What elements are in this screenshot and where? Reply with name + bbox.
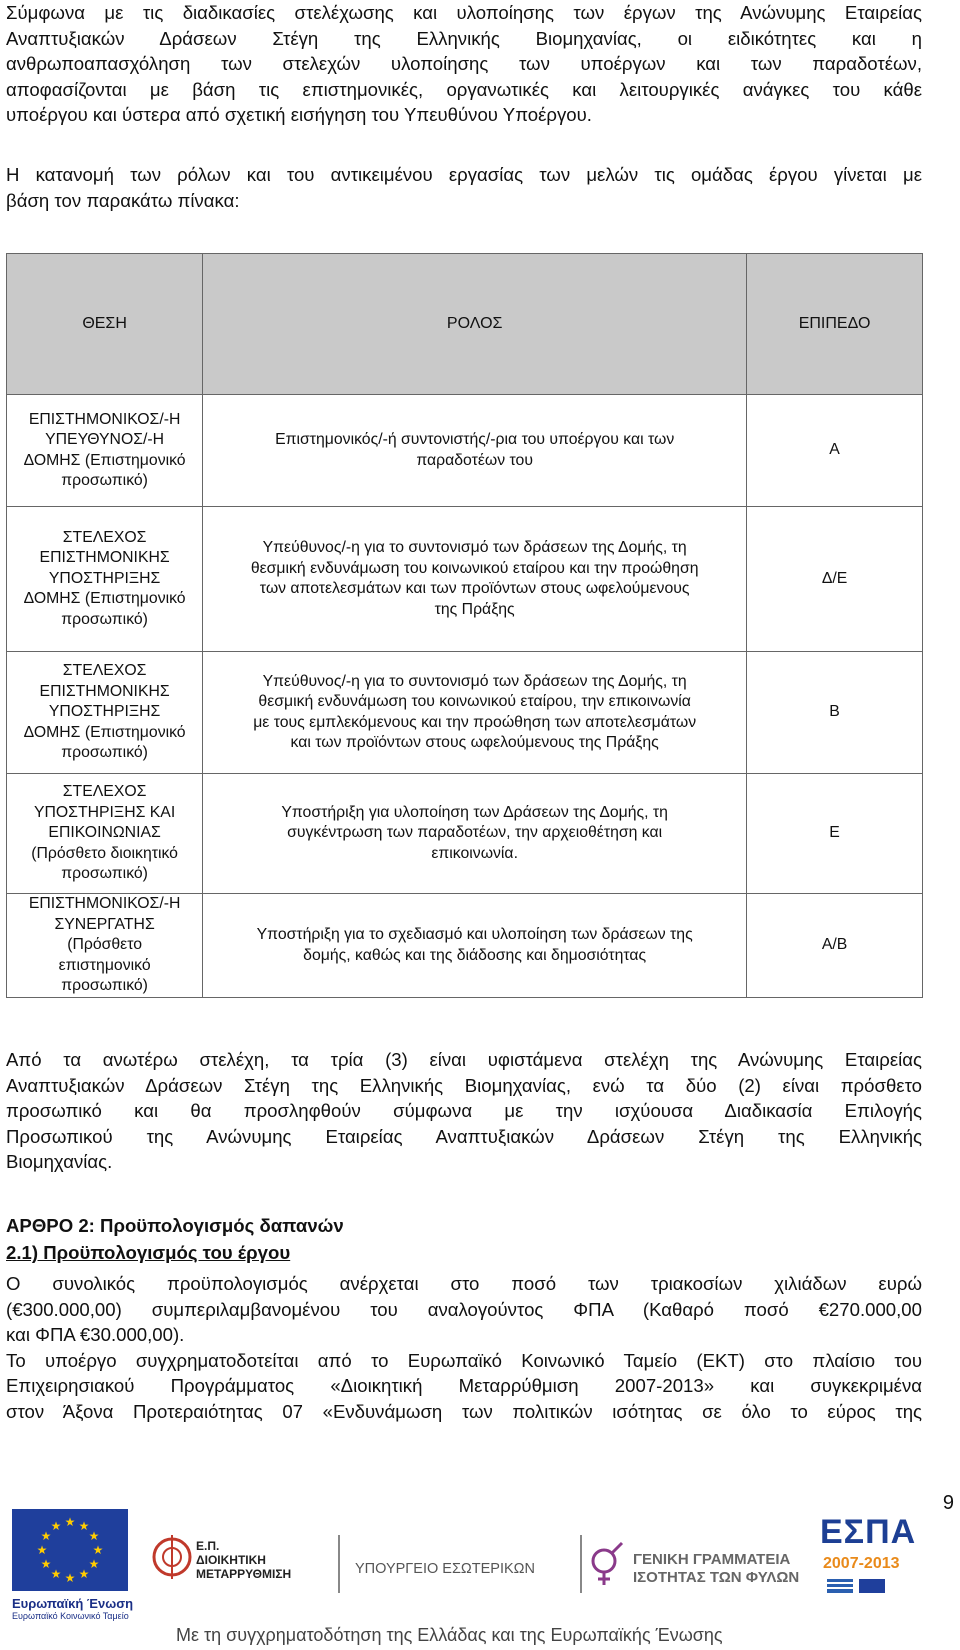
eu-stars-icon bbox=[12, 1509, 128, 1591]
svg-text:★: ★ bbox=[36, 1543, 48, 1557]
text-line: υποέργου και ύστερα από σχετική εισήγηση του Υπευθύνου Υποέργου. bbox=[6, 104, 592, 125]
eu-label: Ευρωπαϊκή Ένωση bbox=[12, 1596, 134, 1611]
ep-line: ΔΙΟΙΚΗΤΙΚΗ bbox=[196, 1553, 266, 1567]
cell-line: με τους εμπλεκόμενους και την προώθηση των αποτελεσμάτων bbox=[253, 713, 697, 731]
svg-text:★: ★ bbox=[78, 1519, 90, 1533]
cell-level: Ε bbox=[747, 774, 923, 894]
svg-text:★: ★ bbox=[64, 1571, 76, 1585]
cell-role bbox=[203, 652, 747, 774]
cell-line: προσωπικό) bbox=[61, 472, 148, 489]
cell-line: Επιστημονικός/-ή συντονιστής/-ρια του υποέργου και των bbox=[275, 431, 675, 448]
cell-line: Υπεύθυνος/-η για το συντονισμό των δράσεων της Δομής, τη bbox=[262, 539, 687, 556]
svg-text:★: ★ bbox=[64, 1515, 76, 1529]
cell-line: ΔΟΜΗΣ (Επιστημονικό bbox=[23, 723, 186, 741]
text-line: αποφασίζονται με βάση τις επιστημονικές, οργανωτικές και λειτουργικές ανάγκες του κάθε bbox=[6, 78, 922, 100]
page-number: 9 bbox=[942, 1492, 954, 1514]
cell-line: προσωπικό) bbox=[61, 744, 148, 762]
cofunding-note: Με τη συγχρηματοδότηση της Ελλάδας και της Ευρωπαϊκής Ένωσης bbox=[176, 1625, 723, 1645]
gg-line: ΙΣΟΤΗΤΑΣ ΤΩΝ ΦΥΛΩΝ bbox=[633, 1569, 800, 1586]
ep-emblem-icon bbox=[150, 1527, 194, 1587]
text-line: στον Άξονα Προτεραιότητας 07 «Ενδυνάμωση των πολιτικών ισότητας σε όλο το εύρος της bbox=[6, 1400, 922, 1422]
cell-line: (Πρόσθετο διοικητικό bbox=[31, 844, 178, 862]
cell-line: των αποτελεσμάτων και των προϊόντων στους ωφελούμενους bbox=[259, 580, 690, 597]
footer-logos bbox=[0, 1505, 960, 1621]
svg-text:★: ★ bbox=[88, 1557, 100, 1571]
cell-position bbox=[7, 774, 203, 894]
table-row bbox=[7, 774, 923, 894]
text-line: Σύμφωνα με τις διαδικασίες στελέχωσης και υλοποίησης των έργων της Ανώνυμης Εταιρείας bbox=[6, 2, 922, 23]
cell-line: ΣΥΝΕΡΓΑΤΗΣ bbox=[54, 915, 155, 933]
cell-line: προσωπικό) bbox=[61, 865, 148, 883]
cell-position bbox=[7, 395, 203, 507]
cell-level: Β bbox=[747, 652, 923, 774]
cell-position bbox=[7, 894, 203, 998]
cell-line: της Πράξης bbox=[434, 600, 515, 618]
cell-line: ΣΤΕΛΕΧΟΣ bbox=[62, 528, 147, 546]
flags-icon bbox=[827, 1579, 887, 1593]
cell-line: ΕΠΙΣΤΗΜΟΝΙΚΗΣ bbox=[39, 682, 170, 700]
cell-role bbox=[203, 395, 747, 507]
header-role: ΡΟΛΟΣ bbox=[203, 254, 747, 395]
cell-level: Α bbox=[747, 395, 923, 507]
cell-role bbox=[203, 894, 747, 998]
cell-role bbox=[203, 774, 747, 894]
eu-flag-logo bbox=[12, 1509, 128, 1591]
text-line: προσωπικό και θα προσληφθούν σύμφωνα με την ισχύουσα Διαδικασία Επιλογής bbox=[6, 1100, 922, 1121]
text-line: Προσωπικού της Ανώνυμης Εταιρείας Αναπτυξιακών Δράσεων Στέγη της Ελληνικής bbox=[6, 1125, 922, 1147]
eu-fund-label: Ευρωπαϊκό Κοινωνικό Ταμείο bbox=[12, 1611, 129, 1621]
table-row bbox=[7, 395, 923, 507]
ministry-label: ΥΠΟΥΡΓΕΙΟ ΕΣΩΤΕΡΙΚΩΝ bbox=[355, 1561, 535, 1577]
cell-line: Υποστήριξη για το σχεδιασμό και υλοποίηση των δράσεων της bbox=[256, 926, 693, 943]
text-line: Επιχειρησιακού Προγράμματος «Διοικητική Μεταρρύθμιση 2007-2013» και συγκεκριμένα bbox=[6, 1375, 922, 1396]
intro-paragraph bbox=[6, 0, 922, 128]
cell-line: συγκέντρωση των παραδοτέων, την αρχειοθέτηση και bbox=[287, 824, 663, 842]
espa-word: ΕΣΠΑ bbox=[820, 1513, 917, 1551]
text-line: Βιομηχανίας. bbox=[6, 1151, 113, 1172]
cell-role bbox=[203, 507, 747, 652]
svg-text:★: ★ bbox=[88, 1529, 100, 1543]
cell-line: ΔΟΜΗΣ (Επιστημονικό bbox=[23, 451, 186, 469]
gg-label bbox=[633, 1551, 799, 1587]
text-line: Το υποέργο συγχρηματοδοτείται από το Ευρωπαϊκό Κοινωνικό Ταμείο (ΕΚΤ) στο πλαίσιο του bbox=[6, 1349, 922, 1371]
svg-text:★: ★ bbox=[40, 1529, 52, 1543]
ep-line: Ε.Π. bbox=[196, 1539, 220, 1553]
cell-position bbox=[7, 507, 203, 652]
espa-logo bbox=[805, 1509, 923, 1595]
cell-line: ΥΠΟΣΤΗΡΙΞΗΣ bbox=[48, 569, 161, 587]
text-line: Από τα ανωτέρω στελέχη, τα τρία (3) είναι υφιστάμενα στελέχη της Ανώνυμης Εταιρείας bbox=[6, 1049, 922, 1070]
logo-divider bbox=[338, 1535, 340, 1593]
cell-line: ΕΠΙΣΤΗΜΟΝΙΚΟΣ/-Η bbox=[28, 410, 181, 428]
article-heading: ΑΡΘΡΟ 2: Προϋπολογισμός δαπανών bbox=[6, 1215, 344, 1236]
ep-text bbox=[196, 1539, 291, 1581]
espa-years: 2007-2013 bbox=[823, 1555, 900, 1572]
svg-text:★: ★ bbox=[50, 1567, 62, 1581]
table-row bbox=[7, 894, 923, 998]
cell-line: προσωπικό) bbox=[61, 977, 148, 995]
text-line: και ΦΠΑ €30.000,00). bbox=[6, 1324, 185, 1345]
cell-line: ΕΠΙΣΤΗΜΟΝΙΚΟΣ/-Η bbox=[28, 895, 181, 913]
cell-line: ΥΠΟΣΤΗΡΙΞΗΣ ΚΑΙ bbox=[33, 803, 176, 821]
gg-line: ΓΕΝΙΚΗ ΓΡΑΜΜΑΤΕΙΑ bbox=[633, 1551, 791, 1568]
cell-line: ΥΠΟΣΤΗΡΙΞΗΣ bbox=[48, 703, 161, 721]
header-level: ΕΠΙΠΕΔΟ bbox=[747, 254, 923, 395]
staff-paragraph bbox=[6, 1047, 922, 1175]
header-position: ΘΕΣΗ bbox=[7, 254, 203, 395]
svg-text:★: ★ bbox=[40, 1557, 52, 1571]
cell-level: Α/Β bbox=[747, 894, 923, 998]
ep-line: ΜΕΤΑΡΡΥΘΜΙΣΗ bbox=[196, 1567, 292, 1581]
text-line: Η κατανομή των ρόλων και του αντικειμένου εργασίας των μελών τις ομάδας έργου γίνεται με bbox=[6, 164, 922, 185]
cell-line: δομής, καθώς και της διάδοσης και δημοσιότητας bbox=[303, 946, 647, 964]
ep-dioikitiki-logo bbox=[150, 1511, 325, 1591]
cell-line: ΕΠΙΣΤΗΜΟΝΙΚΗΣ bbox=[39, 549, 170, 567]
table-row bbox=[7, 652, 923, 774]
cell-line: Υποστήριξη για υλοποίηση των Δράσεων της Δομής, τη bbox=[281, 803, 668, 821]
cell-line: ΥΠΕΥΘΥΝΟΣ/-Η bbox=[45, 431, 165, 448]
cell-line: παραδοτέων του bbox=[416, 451, 533, 469]
cell-level: Δ/Ε bbox=[747, 507, 923, 652]
budget-paragraph bbox=[6, 1271, 922, 1424]
cell-line: προσωπικό) bbox=[61, 610, 148, 628]
text-line: βάση τον παρακάτω πίνακα: bbox=[6, 189, 240, 211]
cell-line: (Πρόσθετο bbox=[67, 936, 143, 954]
section-subheading: 2.1) Προϋπολογισμός του έργου bbox=[6, 1242, 291, 1263]
cell-line: και των προϊόντων στους ωφελούμενους της Πράξης bbox=[290, 734, 659, 751]
cell-line: ΔΟΜΗΣ (Επιστημονικό bbox=[23, 590, 186, 608]
svg-text:★: ★ bbox=[78, 1567, 90, 1581]
text-line: Αναπτυξιακών Δράσεων Στέγη της Ελληνικής Βιομηχανίας, ενώ τα δύο (2) είναι πρόσθετο bbox=[6, 1074, 922, 1096]
cell-line: ΕΠΙΚΟΙΝΩΝΙΑΣ bbox=[48, 824, 161, 842]
svg-text:★: ★ bbox=[50, 1519, 62, 1533]
gender-equality-icon bbox=[588, 1541, 628, 1589]
text-line: (€300.000,00) συμπεριλαμβανομένου του αναλογούντος ΦΠΑ (Καθαρό ποσό €270.000,00 bbox=[6, 1298, 922, 1320]
table-intro-paragraph bbox=[6, 162, 922, 213]
logo-divider bbox=[580, 1535, 582, 1593]
roles-table bbox=[6, 253, 923, 998]
cell-line: επικοινωνία. bbox=[431, 844, 518, 862]
table-row bbox=[7, 507, 923, 652]
cell-line: θεσμική ενδυνάμωση του κοινωνικού εταίρου και την προώθηση bbox=[250, 559, 699, 577]
cell-position bbox=[7, 652, 203, 774]
text-line: Ο συνολικός προϋπολογισμός ανέρχεται στο ποσό των τριακοσίων χιλιάδων ευρώ bbox=[6, 1273, 922, 1294]
cell-line: θεσμική ενδυνάμωση του κοινωνικού εταίρου, την επικοινωνία bbox=[258, 693, 691, 710]
text-line: ανθρωποαπασχόληση των στελεχών υλοποίησης των υποέργων και των παραδοτέων, bbox=[6, 53, 922, 74]
svg-text:★: ★ bbox=[92, 1543, 104, 1557]
text-line: Αναπτυξιακών Δράσεων Στέγη της Ελληνικής Βιομηχανίας, οι ειδικότητες και η bbox=[6, 27, 922, 49]
cell-line: ΣΤΕΛΕΧΟΣ bbox=[62, 783, 147, 801]
cell-line: Υπεύθυνος/-η για το συντονισμό των δράσεων της Δομής, τη bbox=[262, 672, 687, 690]
cell-line: επιστημονικό bbox=[58, 956, 151, 974]
cell-line: ΣΤΕΛΕΧΟΣ bbox=[62, 662, 147, 680]
table-header-row bbox=[7, 254, 923, 395]
